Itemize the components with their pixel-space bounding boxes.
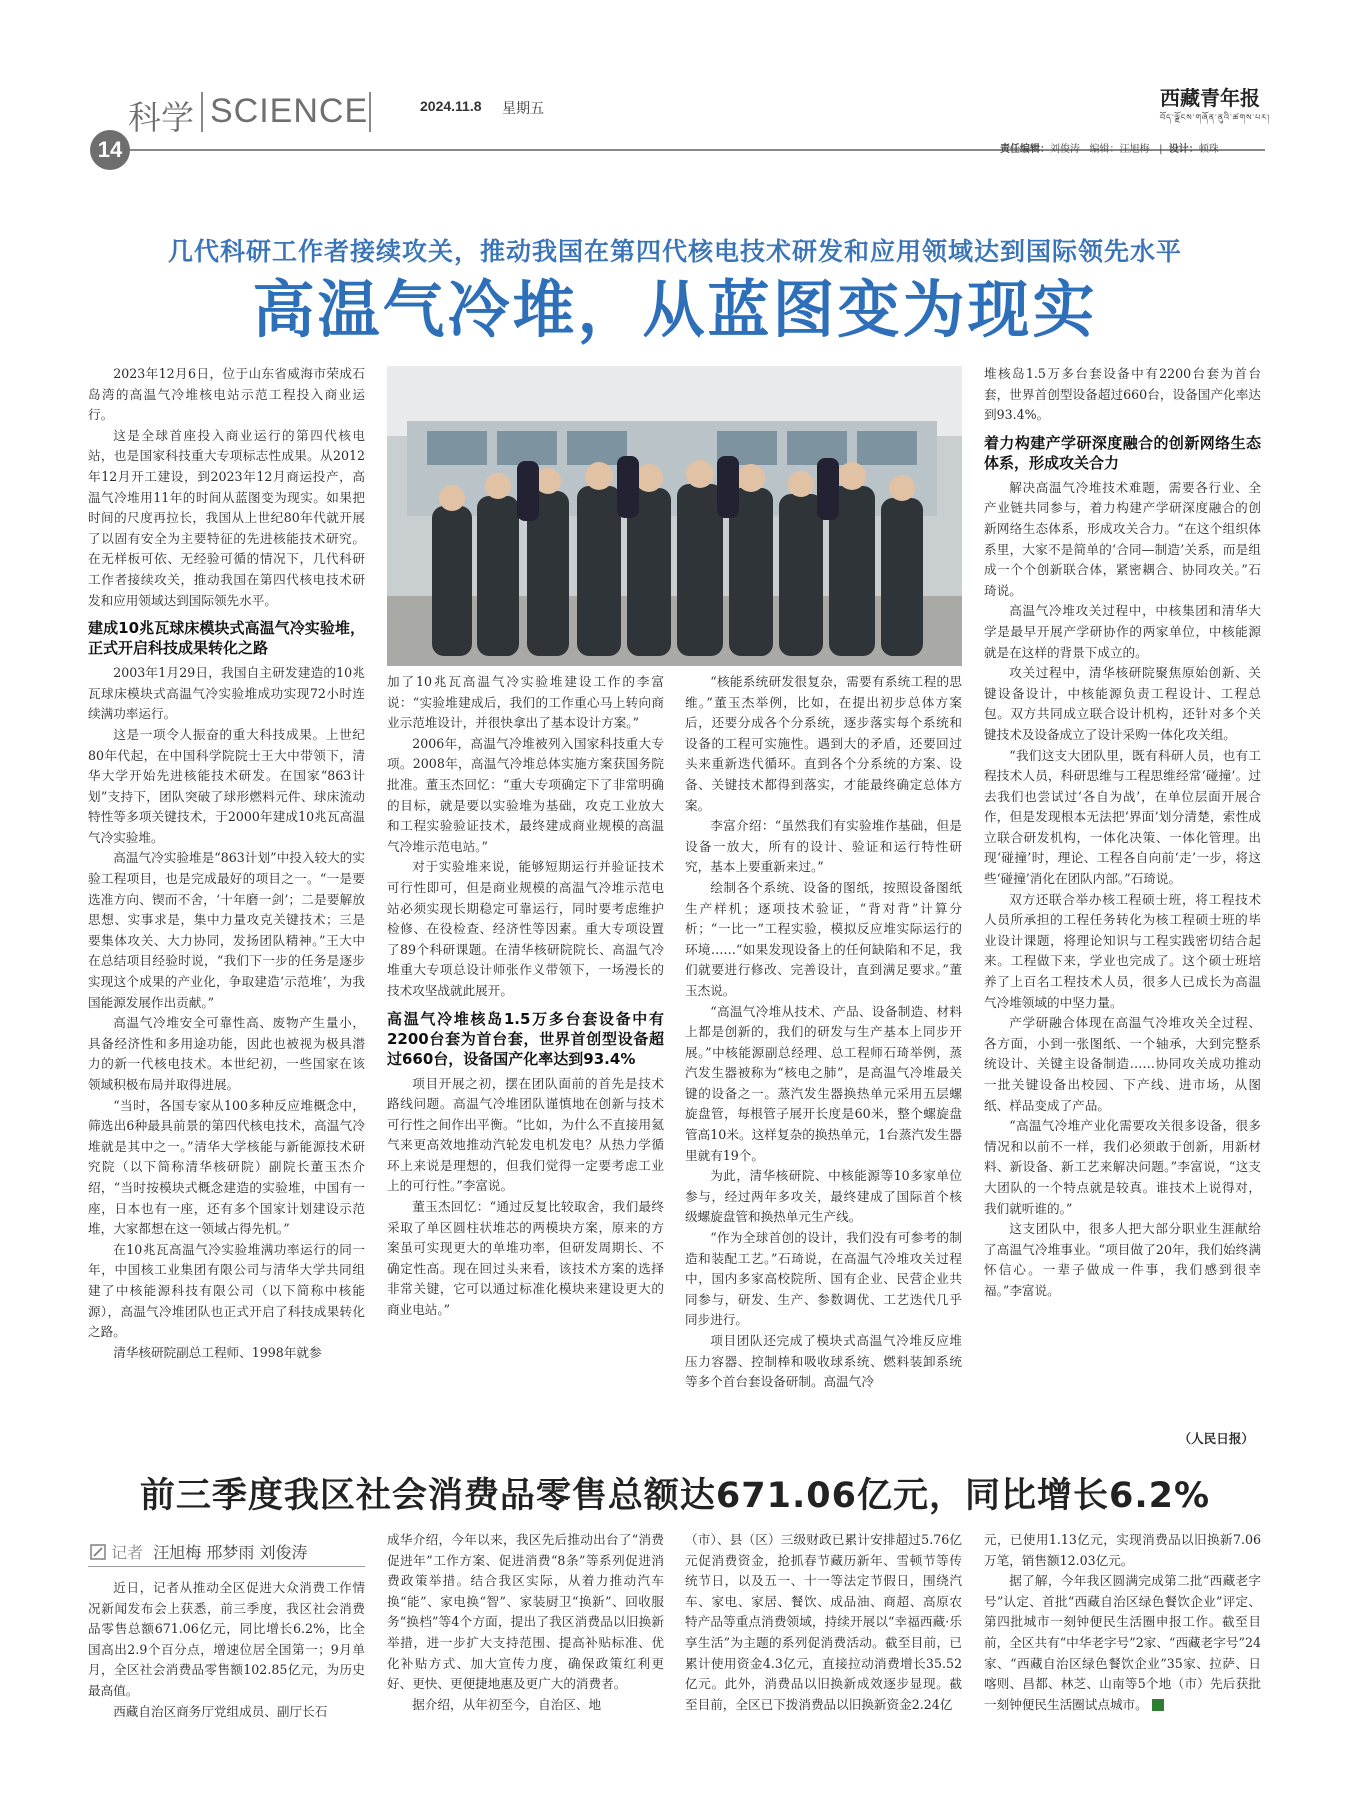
section-title-en: SCIENCE — [210, 92, 369, 130]
paragraph: 2023年12月6日，位于山东省威海市荣成石岛湾的高温气冷堆核电站示范工程投入商业运行。 — [88, 366, 365, 423]
page-number: 14 — [90, 130, 130, 170]
article1-column-4 — [984, 364, 1261, 1302]
article-end-icon — [1152, 1699, 1164, 1711]
paragraph: 2006年，高温气冷堆被列入国家科技重大专项。2008年，高温气冷堆总体实施方案获国务院批准。董玉杰回忆：“重大专项确定下了非常明确的目标，就是要以实验堆为基础，攻克工业放大和工程实验验证技术，最终建成商业规模的高温气冷堆示范电站。” — [387, 735, 664, 854]
newspaper-name-tibetan: བོད་ལྗོངས་གཞོན་ནུའི་ཚགས་པར། — [1160, 113, 1270, 122]
paragraph: 元，已使用1.13亿元，实现消费品以旧换新7.06万笔，销售额12.03亿元。 — [984, 1532, 1261, 1568]
paragraph: 双方还联合举办核工程硕士班，将工程技术人员所承担的工程任务转化为核工程硕士班的毕业设计课题，将理论知识与工程实践密切结合起来。工程做下来，学业也完成了。这个硕士班培养了上百名工程技术人员，很多人已成长为高温气冷堆领域的中坚力量。 — [984, 891, 1261, 1010]
paragraph: 近日，记者从推动全区促进大众消费工作情况新闻发布会上获悉，前三季度，我区社会消费品零售总额671.06亿元，同比增长6.2%，比全国高出2.9个百分点，增速位居全国第一；9月单月，全区社会消费品零售额102.85亿元，为历史最高值。 — [88, 1580, 365, 1698]
newspaper-name: 西藏青年报 — [1160, 86, 1260, 110]
paragraph: 据介绍，从年初至今，自治区、地 — [412, 1696, 602, 1712]
article-title: 高温气冷堆，从蓝图变为现实 — [252, 273, 1098, 346]
paragraph: 加了10兆瓦高温气冷实验堆建设工作的李富说：“实验堆建成后，我们的工作重心马上转向商业示范堆设计，并很快拿出了基本设计方案。” — [387, 674, 664, 731]
paragraph: 李富介绍：“虽然我们有实验堆作基础，但是设备一放大，所有的设计、验证和运行特性研究，基本上要重新来过。” — [685, 818, 962, 875]
paragraph: 产学研融合体现在高温气冷堆攻关全过程、各方面，小到一张图纸、一个轴承，大到完整系统设计、关键主设备制造……协同攻关成功推动一批关键设备出校园、下产线、进市场，从图纸、样品变成了产品。 — [984, 1015, 1261, 1113]
control-room-photo — [387, 366, 962, 666]
byline-rule — [88, 1566, 365, 1567]
paragraph: “高温气冷堆产业化需要攻关很多设备，很多情况和以前不一样，我们必须敢于创新，用新材料、新设备、新工艺来解决问题。”李富说，“这支大团队的一个特点就是较真。谁技术上说得对，我们就听谁的。” — [984, 1118, 1261, 1216]
paragraph: 董玉杰回忆：“通过反复比较取舍，我们最终采取了单区圆柱状堆芯的两模块方案，原来的方案虽可实现更大的单堆功率，但研发周期长、不确定性高。现在回过头来看，该技术方案的选择非常关键，它可以通过标准化模块来建设更大的商业电站。” — [387, 1199, 664, 1318]
paragraph: “高温气冷堆从技术、产品、设备制造、材料上都是创新的，我们的研发与生产基本上同步开展。”中核能源副总经理、总工程师石琦举例，蒸汽发生器被称为“核电之肺”，是高温气冷堆最关键的设备之一。蒸汽发生器换热单元采用五层螺旋盘管，每根管子展开长度是60米，整个螺旋盘管高10米。这样复杂的换热单元，1台蒸汽发生器里就有19个。 — [685, 1003, 962, 1163]
editor-credits: 责任编辑：刘俊涛 编辑：汪旭梅 | 设计：顿珠 — [1000, 144, 1219, 155]
pen-icon — [90, 1544, 106, 1560]
article-source: （人民日报） — [1178, 1431, 1254, 1446]
article2-title: 前三季度我区社会消费品零售总额达671.06亿元，同比增长6.2% — [139, 1476, 1211, 1516]
paragraph: 在10兆瓦高温气冷实验堆满功率运行的同一年，中国核工业集团有限公司与清华大学共同组建了中核能源科技有限公司（以下简称中核能源），高温气冷堆团队也正式开启了科技成果转化之路。 — [88, 1241, 365, 1340]
article2-column-4 — [984, 1530, 1261, 1715]
section-heading: 建成10兆瓦球床模块式高温气冷实验堆，正式开启科技成果转化之路 — [88, 619, 365, 658]
divider — [201, 92, 203, 132]
paragraph: “作为全球首创的设计，我们没有可参考的制造和装配工艺。”石琦说，在高温气冷堆攻关过程中，国内多家高校院所、国有企业、民营企业共同参与，研发、生产、参数调优、工艺迭代几乎同步进行。 — [685, 1230, 962, 1328]
paragraph: 据了解，今年我区圆满完成第二批“西藏老字号”认定、首批“西藏自治区绿色餐饮企业”评定、第四批城市一刻钟便民生活圈申报工作。截至目前，全区共有“中华老字号”2家、“西藏老字号”24家、“西藏自治区绿色餐饮企业”35家、拉萨、日喀则、昌都、林芝、山南等5个地（市）先后获批一刻钟便民生活圈试点城市。 — [984, 1573, 1261, 1712]
article1-column-3 — [685, 672, 962, 1393]
paragraph: “我们这支大团队里，既有科研人员，也有工程技术人员，科研思维与工程思维经常‘碰撞’。过去我们也尝试过‘各自为战’，在单位层面开展合作，但是发现根本无法把‘界面’划分清楚，索性成立联合研发机构，一体化决策、一体化管理。出现‘碰撞’时，理论、工程各自向前‘走’一步，将这些‘碰撞’消化在团队内部。”石琦说。 — [984, 747, 1261, 887]
paragraph: 项目开展之初，摆在团队面前的首先是技术路线问题。高温气冷堆团队谨慎地在创新与技术可行性之间作出平衡。“比如，为什么不直接用氦气来更高效地推动汽轮发电机发电？从热力学循环上来说是理想的，但我们觉得一定要考虑工业上的可行性。”李富说。 — [387, 1075, 664, 1194]
issue-weekday: 星期五 — [502, 101, 544, 117]
paragraph: 这是全球首座投入商业运行的第四代核电站，也是国家科技重大专项标志性成果。从2012年12月开工建设，到2023年12月商运投产，高温气冷堆用11年的时间从蓝图变为现实。如果把时间的尺度再拉长，我国从上世纪80年代就开展了以固有安全为主要特征的先进核能技术研究。在无样板可依、无经验可循的情况下，几代科研工作者接续攻关，推动我国在第四代核电技术研发和应用领域达到国际领先水平。 — [88, 427, 365, 608]
paragraph: 绘制各个系统、设备的图纸，按照设备图纸生产样机；逐项技术验证，“背对背”计算分析；“一比一”工程实验，模拟反应堆实际运行的环境……“如果发现设备上的任何缺陷和不足，我们就要进行修改、完善设计，直到满足要求。”董玉杰说。 — [685, 879, 962, 998]
paragraph: （市）、县（区）三级财政已累计安排超过5.76亿元促消费资金，抢抓春节藏历新年、雪顿节等传统节日，以及五一、十一等法定节假日，围绕汽车、家电、家居、餐饮、成品油、商超、高原农特产品等重点消费领域，持续开展以“幸福西藏·乐享生活”为主题的系列促消费活动。截至目前，已累计使用资金4.3亿元，直接拉动消费增长35.52亿元。此外，消费品以旧换新成效逐步显现。截至目前，全区已下拨消费品以旧换新资金2.24亿 — [685, 1532, 962, 1712]
paragraph: 这支团队中，很多人把大部分职业生涯献给了高温气冷堆事业。“项目做了20年，我们始终满怀信心。一辈子做成一件事，我们感到很幸福。”李富说。 — [984, 1221, 1261, 1298]
article2-column-3 — [685, 1530, 962, 1715]
paragraph: 成华介绍，今年以来，我区先后推动出台了“消费促进年”工作方案、促进消费“8条”等系列促进消费政策举措。结合我区实际，从着力推动汽车换“能”、家电换“智”、家装厨卫“换新”、回收服务“换档”等4个方面，提出了我区消费品以旧换新举措，进一步扩大支持范围、提高补贴标准、优化补贴方式、加大宣传力度，确保政策红利更好、更快、更便捷地惠及更广大的消费者。 — [387, 1532, 664, 1692]
issue-date: 2024.11.8 — [420, 98, 482, 114]
section-heading: 高温气冷堆核岛1.5万多台套设备中有2200台套为首台套，世界首创型设备超过660台，设备国产化率达到93.4% — [387, 1009, 664, 1068]
reporter-byline: 记者 汪旭梅 邢梦雨 刘俊涛 — [90, 1540, 307, 1563]
divider — [369, 92, 371, 132]
paragraph: “核能系统研发很复杂，需要有系统工程的思维。”董玉杰举例，比如，在提出初步总体方案后，还要分成各个分系统，逐步落实每个系统和设备的工程可实施性。遇到大的矛盾，还要回过头来重新迭代循环。直到各个分系统的方案、设备、关键技术都得到落实，才能最终确定总体方案。 — [685, 674, 962, 813]
article2-column-2 — [387, 1530, 664, 1715]
paragraph: 西藏自治区商务厅党组成员、副厅长石 — [113, 1703, 328, 1719]
article1-column-1 — [88, 364, 365, 1363]
section-title-cn: 科学 — [128, 98, 194, 137]
paragraph: 高温气冷实验堆是“863计划”中投入较大的实验工程项目，也是完成最好的项目之一。“一是要选准方向、锲而不舍，‘十年磨一剑’；二是要解放思想、实事求是，集中力量攻克关键技术；三是要集体攻关、大力协同，发扬团队精神。”王大中在总结项目经验时说，“我们下一步的任务是逐步实现这个成果的产业化，争取建造‘示范堆’，为我国能源发展作出贡献。” — [88, 850, 365, 1010]
article1-column-2 — [387, 672, 664, 1321]
paragraph: 堆核岛1.5万多台套设备中有2200台套为首台套，世界首创型设备超过660台，设备国产化率达到93.4%。 — [984, 366, 1261, 423]
paragraph: 高温气冷堆安全可靠性高、废物产生量小，具备经济性和多用途功能，因此也被视为极具潜力的新一代核电技术。本世纪初，一些国家在该领域积极布局并取得进展。 — [88, 1015, 365, 1092]
paragraph: 为此，清华核研院、中核能源等10多家单位参与，经过两年多攻关，最终建成了国际首个核级螺旋盘管和换热单元生产线。 — [685, 1168, 962, 1225]
paragraph: 清华核研院副总工程师、1998年就参 — [113, 1344, 322, 1360]
paragraph: 解决高温气冷堆技术难题，需要各行业、全产业链共同参与，着力构建产学研深度融合的创新网络生态体系，形成攻关合力。“在这个组织体系里，大家不是简单的‘合同—制造’关系，而是组成一个个创新联合体，紧密耦合、协同攻关。”石琦说。 — [984, 479, 1261, 598]
paragraph: 这是一项令人振奋的重大科技成果。上世纪80年代起，在中国科学院院士王大中带领下，清华大学开始先进核能技术研发。在国家“863计划”支持下，团队突破了球形燃料元件、球床流动特性等多项关键技术，于2000年建成10兆瓦高温气冷实验堆。 — [88, 726, 365, 845]
paragraph: 2003年1月29日，我国自主研发建造的10兆瓦球床模块式高温气冷实验堆成功实现72小时连续满功率运行。 — [88, 665, 365, 722]
paragraph: 对于实验堆来说，能够短期运行并验证技术可行性即可，但是商业规模的高温气冷堆示范电站必须实现长期稳定可靠运行，同时要考虑维护检修、在役检查、经济性等因素。重大专项设置了89个科研课题。在清华核研院院长、高温气冷堆重大专项总设计师张作义带领下，一场漫长的技术攻坚战就此展开。 — [387, 859, 664, 998]
paragraph: 项目团队还完成了模块式高温气冷堆反应堆压力容器、控制棒和吸收球系统、燃料装卸系统等多个首台套设备研制。高温气冷 — [685, 1333, 962, 1390]
article2-column-1 — [88, 1578, 365, 1722]
team-photo — [387, 366, 962, 666]
paragraph: “当时，各国专家从100多种反应堆概念中，筛选出6种最具前景的第四代核电技术，高温气冷堆就是其中之一。”清华大学核能与新能源技术研究院（以下简称清华核研院）副院长董玉杰介绍，“当时按模块式概念建造的实验堆，中国有一座，日本也有一座，还有多个国家计划建设示范堆，大家都想在这一领域占得先机。” — [88, 1097, 365, 1237]
paragraph: 攻关过程中，清华核研院聚焦原始创新、关键设备设计，中核能源负责工程设计、工程总包。双方共同成立联合设计机构，还针对多个关键技术及设备成立了设计采购一体化攻关组。 — [984, 665, 1261, 742]
paragraph: 高温气冷堆攻关过程中，中核集团和清华大学是最早开展产学研协作的两家单位，中核能源就是在这样的背景下成立的。 — [984, 603, 1261, 660]
article-subtitle: 几代科研工作者接续攻关，推动我国在第四代核电技术研发和应用领域达到国际领先水平 — [167, 237, 1182, 266]
section-heading: 着力构建产学研深度融合的创新网络生态体系，形成攻关合力 — [984, 433, 1261, 472]
